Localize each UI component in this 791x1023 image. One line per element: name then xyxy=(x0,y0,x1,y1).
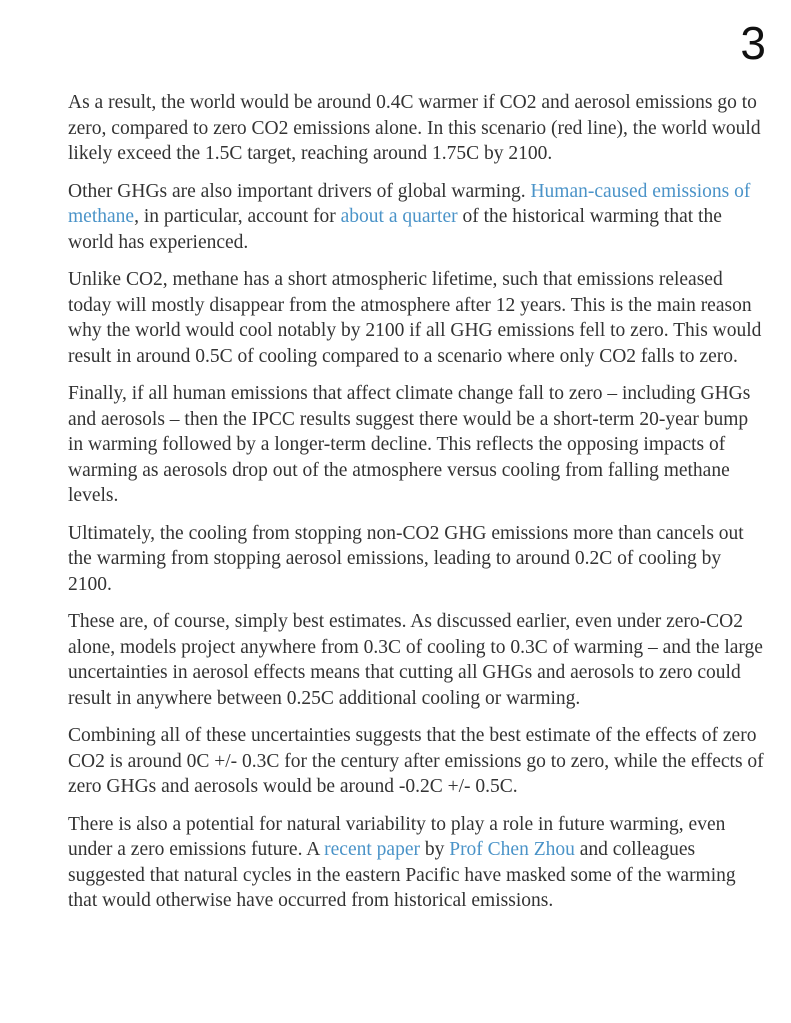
text-run: and colleagues suggested that natural cycles in the eastern Pacific have masked some of the warming that would otherwise have occurred from historical emissions. xyxy=(68,839,736,911)
text-run: Ultimately, the cooling from stopping non-CO2 GHG emissions more than cancels out the warming from stopping aerosol emissions, leading to around 0.2C of cooling by 2100. xyxy=(68,522,744,595)
text-run: , in particular, account for xyxy=(134,206,341,227)
paragraph xyxy=(68,381,768,509)
page-number: 3 xyxy=(740,17,766,69)
text-run: Unlike CO2, methane has a short atmospheric lifetime, such that emissions released today will mostly disappear from the atmosphere after 12 years. This is the main reason why the world would cool notably by 2100 if all GHG emissions fell to zero. This would result in around 0.5C of cooling compared to a scenario where only CO2 falls to zero. xyxy=(68,269,762,367)
text-run: Finally, if all human emissions that affect climate change fall to zero – including GHGs and aerosols – then the IPCC results suggest there would be a short-term 20-year bump in warming followed by a longer-term decline. This reflects the opposing impacts of warming as aerosols drop out of the atmosphere versus cooling from falling methane levels. xyxy=(68,383,751,506)
paragraph xyxy=(68,609,768,711)
paragraph xyxy=(68,521,768,598)
text-run: by xyxy=(419,839,450,860)
text-run: There is also a potential for natural variability to play a role in future warming, even under a zero emissions future. A xyxy=(68,813,726,860)
paragraph xyxy=(68,723,768,800)
paragraph xyxy=(68,812,768,914)
article-body xyxy=(68,90,768,926)
paragraph xyxy=(68,267,768,369)
text-run: of the historical warming that the world has experienced. xyxy=(68,206,722,253)
text-run: As a result, the world would be around 0.4C warmer if CO2 and aerosol emissions go to zero, compared to zero CO2 emissions alone. In this scenario (red line), the world would likely exceed the 1.5C target, reaching around 1.75C by 2100. xyxy=(68,92,761,164)
text-link[interactable]: Prof Chen Zhou xyxy=(449,839,575,860)
text-run: Other GHGs are also important drivers of global warming. xyxy=(68,180,531,202)
text-run: Combining all of these uncertainties suggests that the best estimate of the effects of zero CO2 is around 0C +/- 0.3C for the century after emissions go to zero, while the effects of zero GHGs and aerosols would be around -0.2C +/- 0.5C. xyxy=(68,725,764,797)
paragraph xyxy=(68,90,768,167)
text-link[interactable]: about a quarter xyxy=(340,206,458,227)
text-link[interactable]: Human-caused emissions of methane xyxy=(68,180,751,227)
paragraph xyxy=(68,179,768,256)
text-run: These are, of course, simply best estimates. As discussed earlier, even under zero-CO2 alone, models project anywhere from 0.3C of cooling to 0.3C of warming – and the large uncertainties in aerosol effects means that cutting all GHGs and aerosols to zero could result in anywhere between 0.25C additional cooling or warming. xyxy=(68,611,763,709)
text-link[interactable]: recent paper xyxy=(324,839,420,860)
